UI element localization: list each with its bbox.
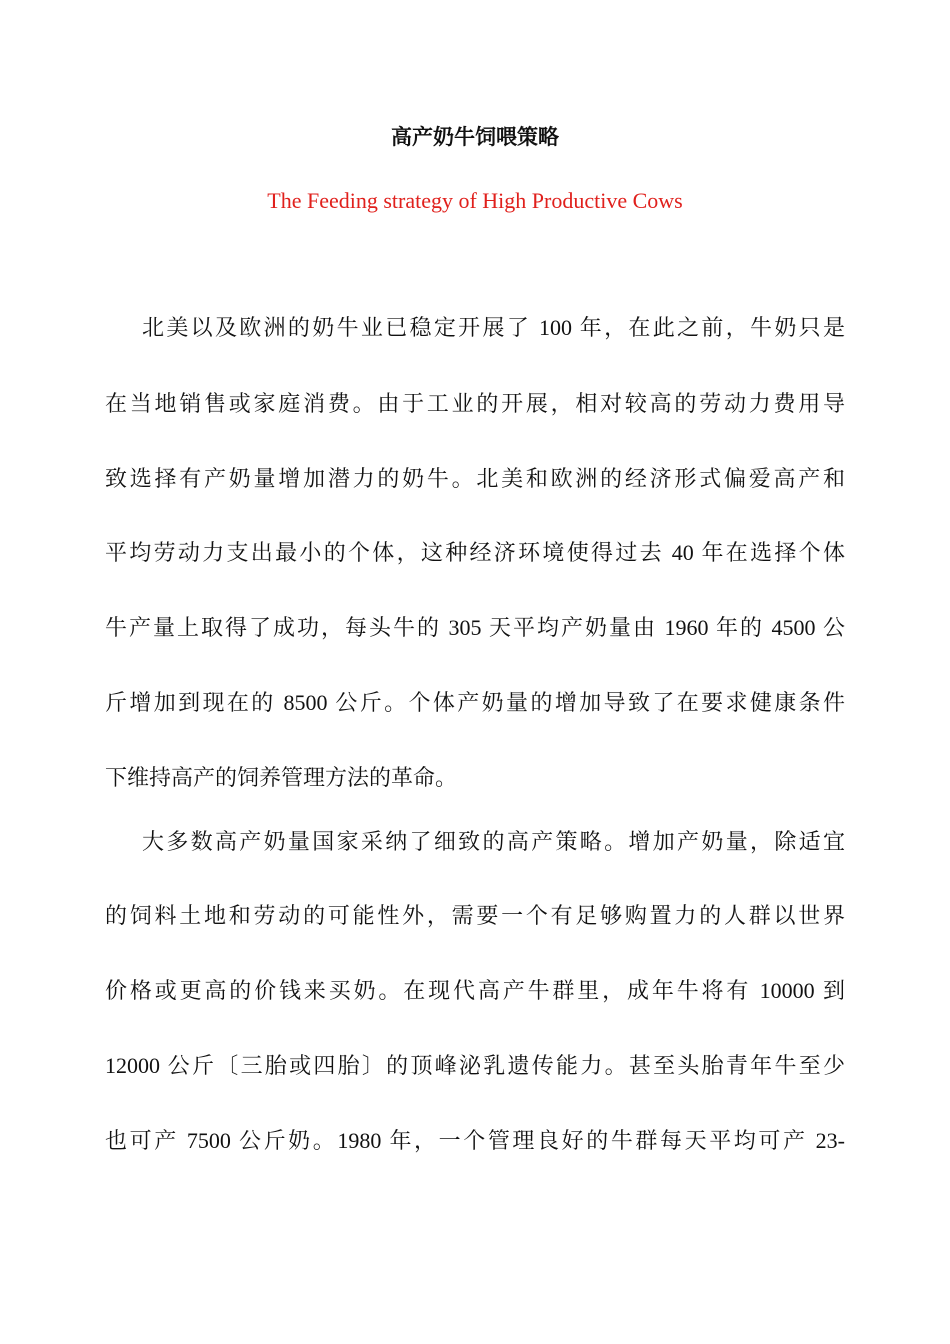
- paragraph-1-line-7: 下维持高产的饲养管理方法的革命。: [105, 765, 458, 790]
- paragraph-1-line-1: 北美以及欧洲的奶牛业已稳定开展了 100 年，在此之前，牛奶只是: [142, 315, 845, 340]
- paragraph-2-line-1: 大多数高产奶量国家采纳了细致的高产策略。增加产奶量，除适宜: [142, 829, 845, 854]
- paragraph-2-line-4: 12000 公斤〔三胎或四胎〕的顶峰泌乳遗传能力。甚至头胎青年牛至少: [105, 1053, 845, 1078]
- paragraph-2-line-5: 也可产 7500 公斤奶。1980 年，一个管理良好的牛群每天平均可产 23-: [105, 1128, 845, 1153]
- paragraph-1-line-4: 平均劳动力支出最小的个体，这种经济环境使得过去 40 年在选择个体: [105, 540, 845, 565]
- paragraph-1-line-5: 牛产量上取得了成功，每头牛的 305 天平均产奶量由 1960 年的 4500 公: [105, 615, 845, 640]
- document-title: 高产奶牛饲喂策略: [391, 125, 559, 149]
- paragraph-1-line-6: 斤增加到现在的 8500 公斤。个体产奶量的增加导致了在要求健康条件: [105, 690, 845, 715]
- paragraph-2-line-3: 价格或更高的价钱来买奶。在现代高产牛群里，成年牛将有 10000 到: [105, 978, 845, 1003]
- paragraph-1-line-2: 在当地销售或家庭消费。由于工业的开展，相对较高的劳动力费用导: [105, 391, 845, 416]
- paragraph-1-line-3: 致选择有产奶量增加潜力的奶牛。北美和欧洲的经济形式偏爱高产和: [105, 466, 845, 491]
- paragraph-2-line-2: 的饲料土地和劳动的可能性外，需要一个有足够购置力的人群以世界: [105, 903, 845, 928]
- document-subtitle: The Feeding strategy of High Productive Cows: [267, 188, 683, 213]
